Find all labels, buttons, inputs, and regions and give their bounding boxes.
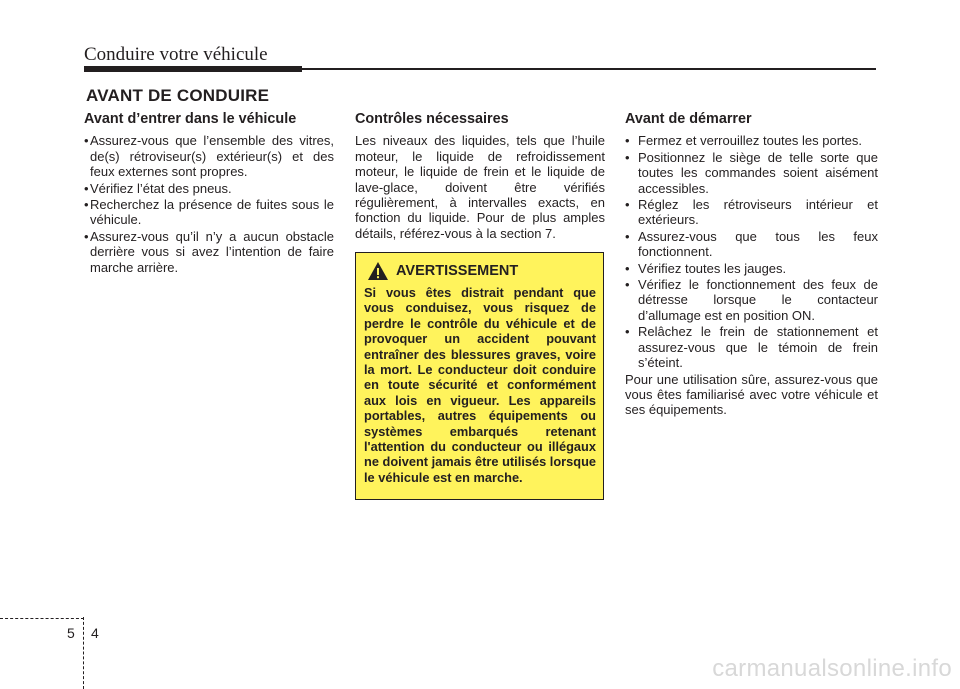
section-heading: AVANT DE CONDUIRE [86,86,270,105]
list-item: • Relâchez le frein de stationnement et assurez-vous que le témoin de frein s’éteint. [625,324,878,370]
col3-list [625,133,878,370]
column-before-entering [84,112,334,276]
list-item: • Assurez-vous qu’il n’y a aucun obstacle derrière vous si avez l’intention de faire marche arrière. [84,229,334,275]
column-before-starting [625,112,878,418]
page-number-divider [83,617,84,689]
chapter-number: 5 [67,625,75,641]
warning-header [364,261,596,281]
header-tab-bar [84,66,302,72]
col1-title: Avant d’entrer dans le véhicule [84,111,297,127]
warning-box [355,252,604,500]
col3-title: Avant de démarrer [625,111,752,127]
header-title: Conduire votre véhicule [84,44,268,65]
list-item: • Fermez et verrouillez toutes les portes. [625,133,878,148]
col2-title: Contrôles nécessaires [355,111,509,127]
list-item: • Vérifiez toutes les jauges. [625,261,878,276]
col1-list [84,133,334,275]
list-item: • Assurez-vous que tous les feux fonctionnent. [625,229,878,260]
warning-title: AVERTISSEMENT [396,263,519,279]
watermark: carmanualsonline.info [712,655,952,682]
list-item: • Recherchez la présence de fuites sous le véhicule. [84,197,334,228]
list-item: • Vérifiez l’état des pneus. [84,181,334,196]
col2-paragraph: Les niveaux des liquides, tels que l’huile moteur, le liquide de refroidissement moteur, le liquide de frein et le liquide de lave-glace, doivent être vérifiés régulièrement, à intervalles exacts, en fonction du liquide. Pour de plus amples détails, référez-vous à la section 7. [355,133,605,241]
col3-paragraph: Pour une utilisation sûre, assurez-vous que vous êtes familiarisé avec votre véhicule et ses équipements. [625,371,878,418]
footer-rule [0,618,84,619]
page-number: 4 [91,625,99,641]
list-item: • Vérifiez le fonctionnement des feux de détresse lorsque le contacteur d’allumage est en position ON. [625,277,878,323]
list-item: • Positionnez le siège de telle sorte que toutes les commandes soient aisément accessibles. [625,150,878,196]
list-item: • Assurez-vous que l’ensemble des vitres, de(s) rétroviseur(s) extérieur(s) et des feux externes sont propres. [84,133,334,179]
list-item: • Réglez les rétroviseurs intérieur et extérieurs. [625,197,878,228]
column-checks [355,112,605,241]
warning-triangle-icon [367,261,389,281]
warning-text: Si vous êtes distrait pendant que vous conduisez, vous risquez de perdre le contrôle du véhicule et de provoquer un accident pouvant entraîner des blessures graves, voire la mort. Le conducteur doit conduire en toute sécurité et conformément aux lois en vigueur. Les appareils portables, autres équipements ou systèmes embarqués retenant l'attention du conducteur ou illégaux ne doivent jamais être utilisés lorsque le véhicule est en marche. [364,285,596,485]
